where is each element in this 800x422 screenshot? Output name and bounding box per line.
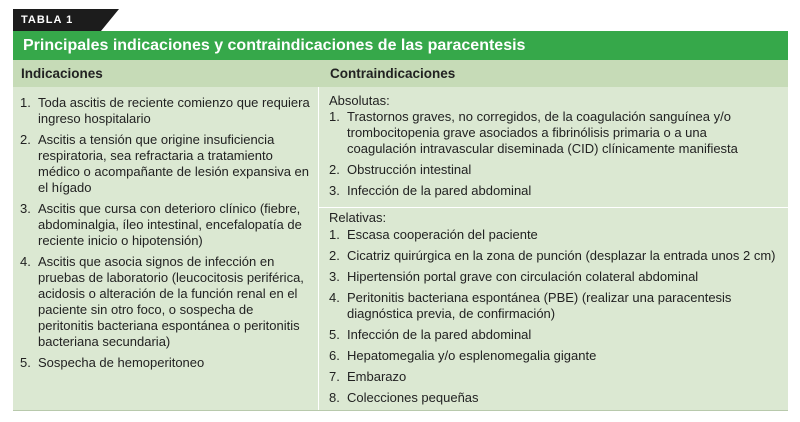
item-text: Cicatriz quirúrgica en la zona de punción (desplazar la entrada unos 2 cm) [347,248,776,263]
list-item [329,248,784,264]
item-number: 3. [329,269,340,284]
list-item [20,132,310,196]
item-text: Peritonitis bacteriana espontánea (PBE) (realizar una paracentesis diagnóstica previa, de confirmación) [347,290,732,321]
item-text: Ascitis a tensión que origine insuficiencia respiratoria, sea refractaria a tratamiento médico o acompañante de lesión expansiva en el hígado [38,132,310,195]
item-number: 5. [329,327,340,342]
item-number: 4. [20,254,31,269]
list-item [20,201,310,249]
item-text: Hepatomegalia y/o esplenomegalia gigante [347,348,597,363]
item-text: Hipertensión portal grave con circulación colateral abdominal [347,269,699,284]
list-item [329,162,779,178]
table-title: Principales indicaciones y contraindicaciones de las paracentesis [13,31,788,60]
header-indicaciones: Indicaciones [21,66,103,81]
list-item [329,227,784,243]
item-text: Embarazo [347,369,407,384]
item-number: 8. [329,390,340,405]
relativas-list [329,227,784,411]
list-item [329,109,779,157]
header-contraindicaciones: Contraindicaciones [330,66,456,81]
item-number: 3. [329,183,340,198]
list-item [20,355,310,371]
item-number: 1. [329,109,340,124]
item-text: Ascitis que asocia signos de infección en pruebas de laboratorio (leucocitosis periférica, acidosis o alteración de la función renal en el paciente sin otro foco, o sospecha de peritonitis bacteriana espontánea o peritonitis bacteriana secundaria) [38,254,304,349]
relativas-heading: Relativas: [329,210,387,225]
list-item [329,269,784,285]
item-text: Escasa cooperación del paciente [347,227,538,242]
content-table [13,60,788,411]
item-number: 3. [20,201,31,216]
item-text: Infección de la pared abdominal [347,327,532,342]
item-number: 1. [20,95,31,110]
list-item [329,369,784,385]
list-item [20,254,310,350]
list-item [329,327,784,343]
item-number: 6. [329,348,340,363]
indicaciones-list [20,95,310,376]
list-item [329,390,784,406]
item-text: Ascitis que cursa con deterioro clínico (fiebre, abdominalgia, íleo intestinal, encefalopatía de reciente inicio o hipotensión) [38,201,302,248]
item-number: 2. [329,162,340,177]
table-header-row [13,60,788,87]
item-text: Sospecha de hemoperitoneo [38,355,205,370]
absolutas-heading: Absolutas: [329,93,390,108]
item-text: Colecciones pequeñas [347,390,479,405]
item-text: Obstrucción intestinal [347,162,472,177]
item-number: 2. [20,132,31,147]
item-number: 2. [329,248,340,263]
item-number: 7. [329,369,340,384]
item-number: 5. [20,355,31,370]
list-item [20,95,310,127]
list-item [329,290,784,322]
list-item [329,348,784,364]
item-number: 1. [329,227,340,242]
table-number-label: TABLA 1 [13,9,101,31]
item-number: 4. [329,290,340,305]
absolutas-list [329,109,779,204]
section-divider [319,207,788,208]
list-item [329,183,779,199]
item-text: Infección de la pared abdominal [347,183,532,198]
item-text: Toda ascitis de reciente comienzo que requiera ingreso hospitalario [38,95,310,126]
tab-corner-shape [101,9,119,31]
item-text: Trastornos graves, no corregidos, de la coagulación sanguínea y/o trombocitopenia grave asociados a fibrinólisis primaria o a una coagulación intravascular diseminada (CID) clínicamente manifiesta [347,109,738,156]
column-divider [318,87,319,410]
